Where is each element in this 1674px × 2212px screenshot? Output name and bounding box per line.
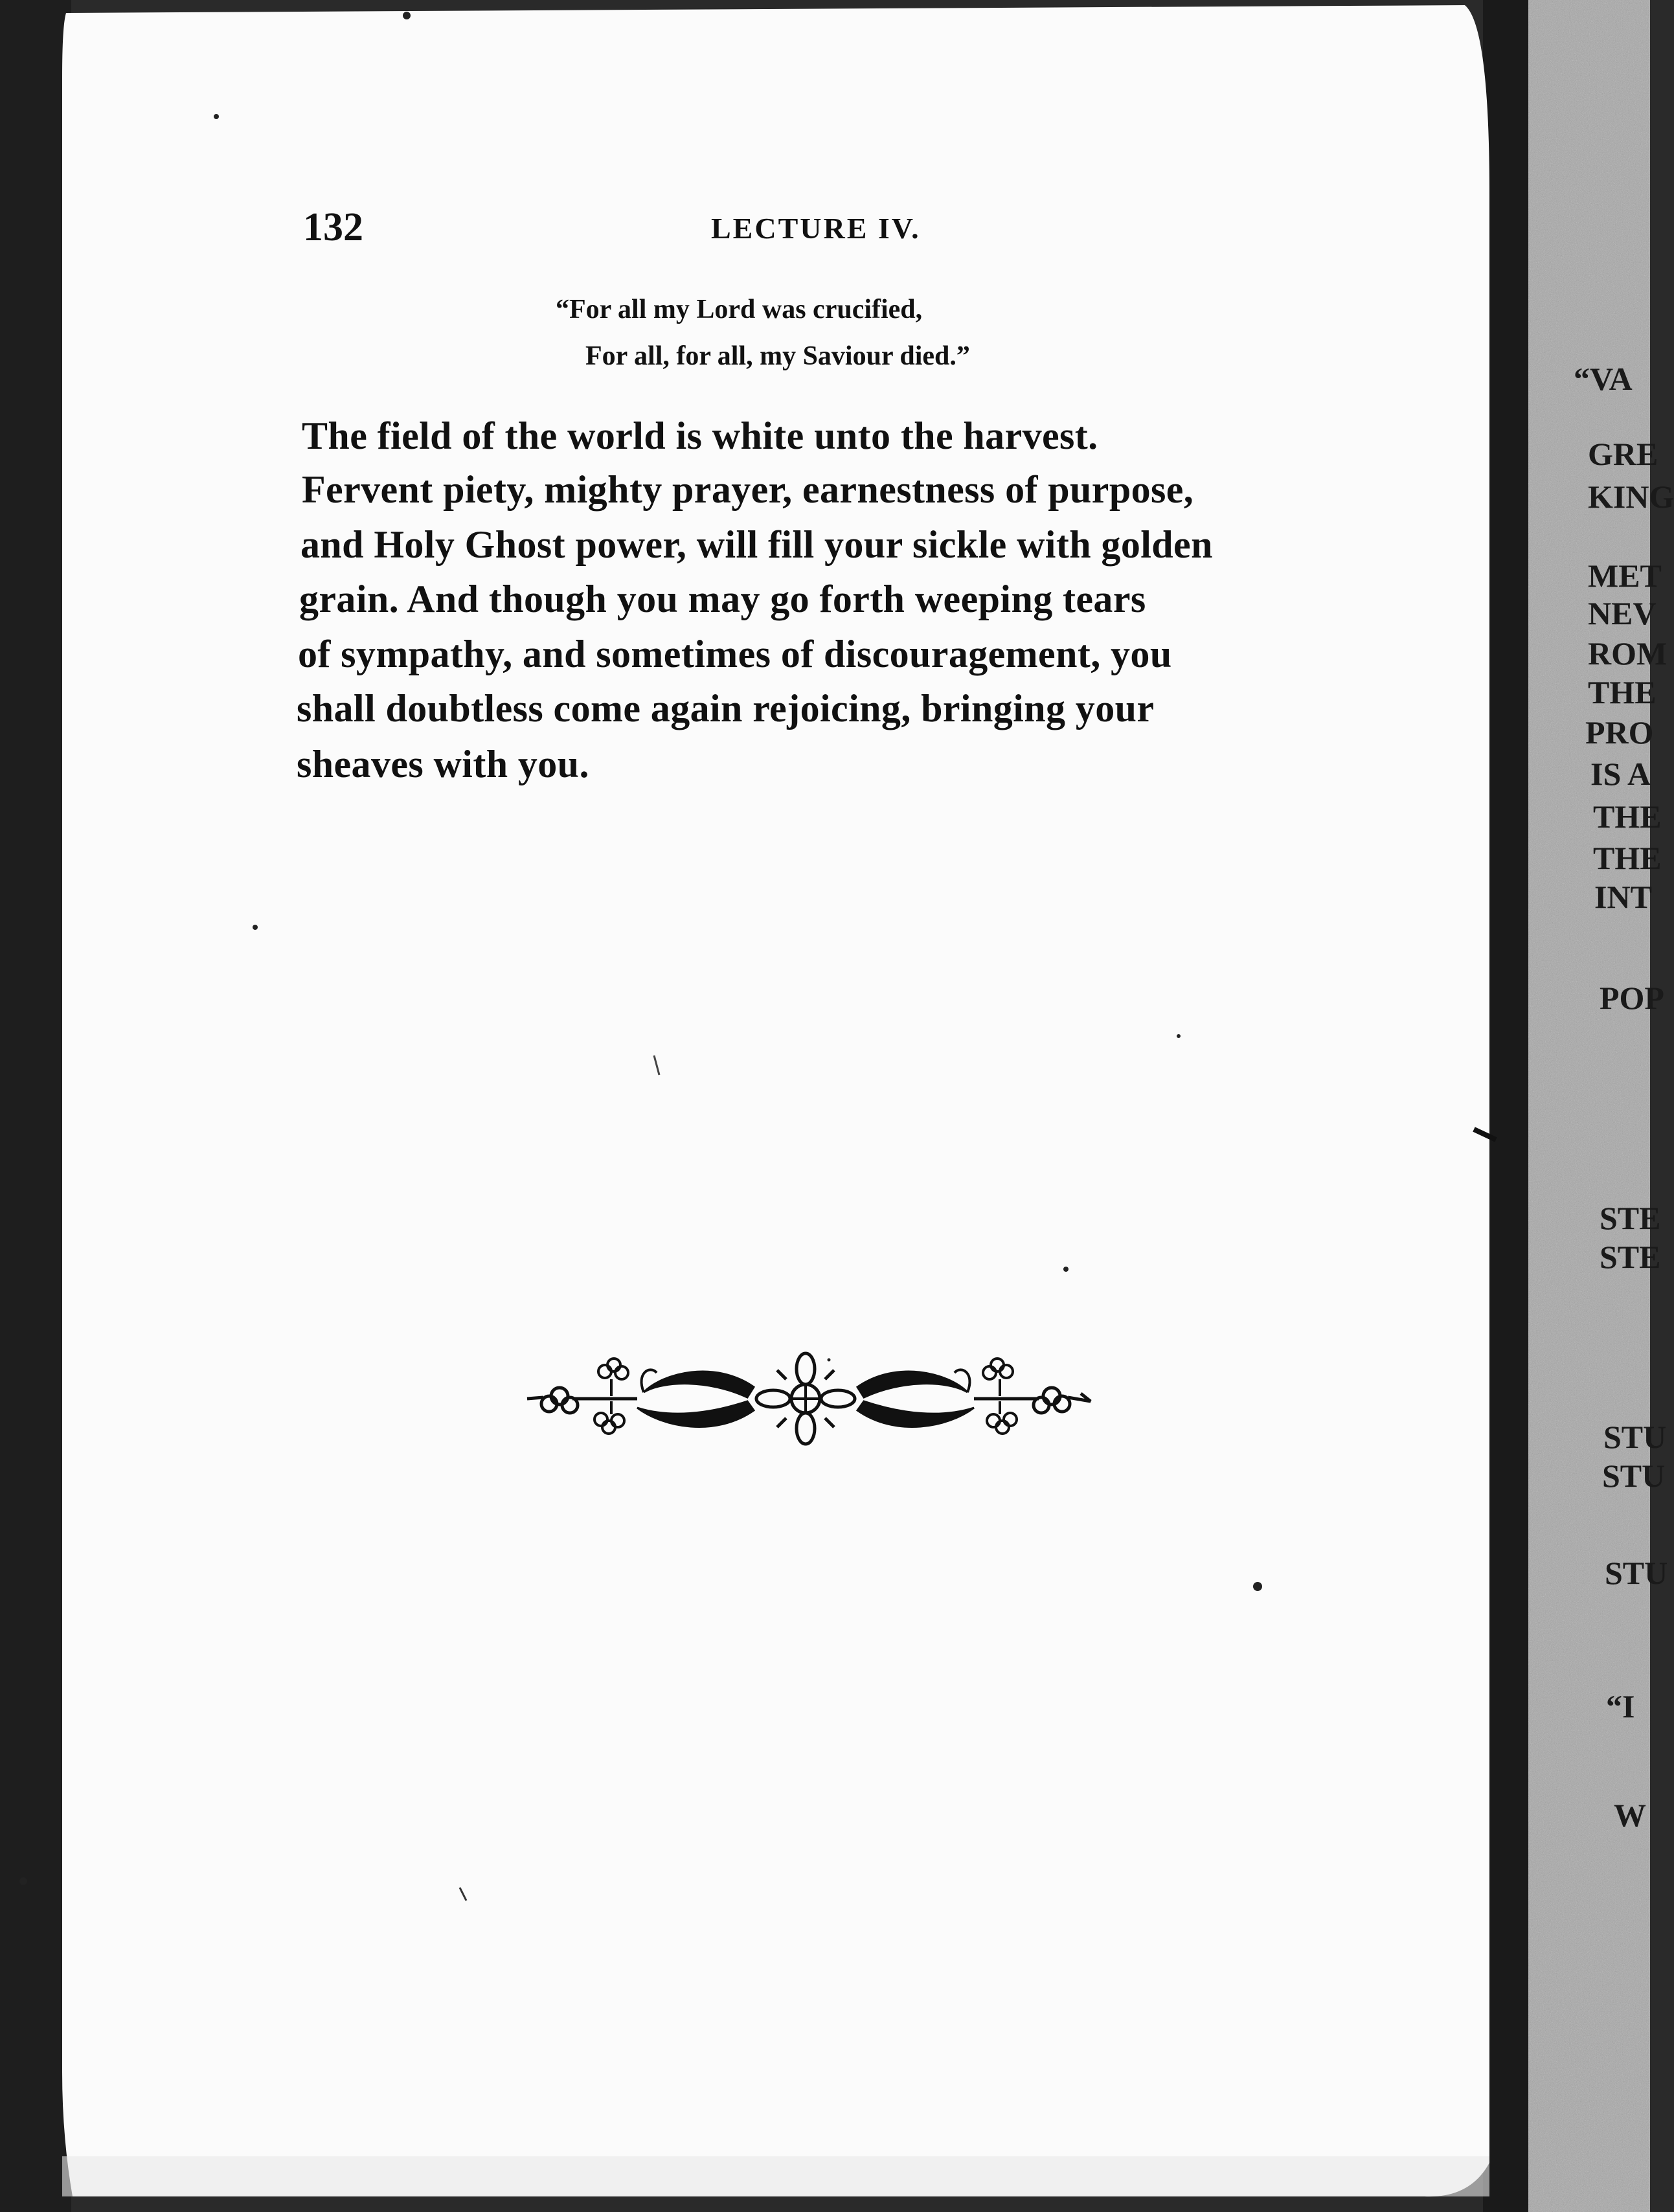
next-page-fragment: STU [1605, 1555, 1668, 1591]
next-page-fragment: STU [1603, 1419, 1667, 1455]
next-page-fragment: STU [1602, 1458, 1666, 1494]
running-title: LECTURE IV. [711, 212, 921, 245]
next-page-fragment: POP [1600, 980, 1664, 1016]
next-page-fragment: STE [1600, 1200, 1661, 1236]
next-page-fragment: PRO [1585, 714, 1654, 751]
next-page-fragment: ROM [1588, 635, 1668, 672]
next-page-fragment: THE [1593, 798, 1662, 835]
next-page-fragment: “I [1606, 1688, 1635, 1724]
next-page-fragment: THE [1588, 674, 1657, 710]
next-page-fragment: KING [1588, 479, 1674, 515]
body-text-line: sheaves with you. [297, 743, 589, 785]
next-page-fragment: THE [1593, 840, 1662, 876]
next-page-fragment: “VA [1574, 361, 1633, 397]
body-text-line: The field of the world is white unto the harvest. [302, 414, 1098, 457]
body-text-line: of sympathy, and sometimes of discouragement, you [298, 633, 1172, 675]
body-text-line: grain. And though you may go forth weeping tears [299, 578, 1146, 620]
page-number: 132 [303, 205, 363, 249]
quote-line: For all, for all, my Saviour died.” [585, 341, 970, 371]
next-page-fragment: GRE [1588, 436, 1658, 472]
next-page-fragment: MET [1588, 558, 1662, 594]
next-page-fragment: NEV [1588, 595, 1657, 631]
next-page-fragment: IS A [1590, 756, 1651, 792]
next-page-fragment: W [1614, 1797, 1646, 1833]
body-text-line: Fervent piety, mighty prayer, earnestness of purpose, [302, 468, 1194, 511]
next-page-fragment: INT [1594, 879, 1652, 915]
body-text-line: shall doubtless come again rejoicing, bringing your [297, 687, 1155, 730]
body-text-line: and Holy Ghost power, will fill your sickle with golden [300, 523, 1213, 566]
quote-line: “For all my Lord was crucified, [556, 295, 923, 324]
next-page-fragment: STE [1600, 1239, 1661, 1275]
